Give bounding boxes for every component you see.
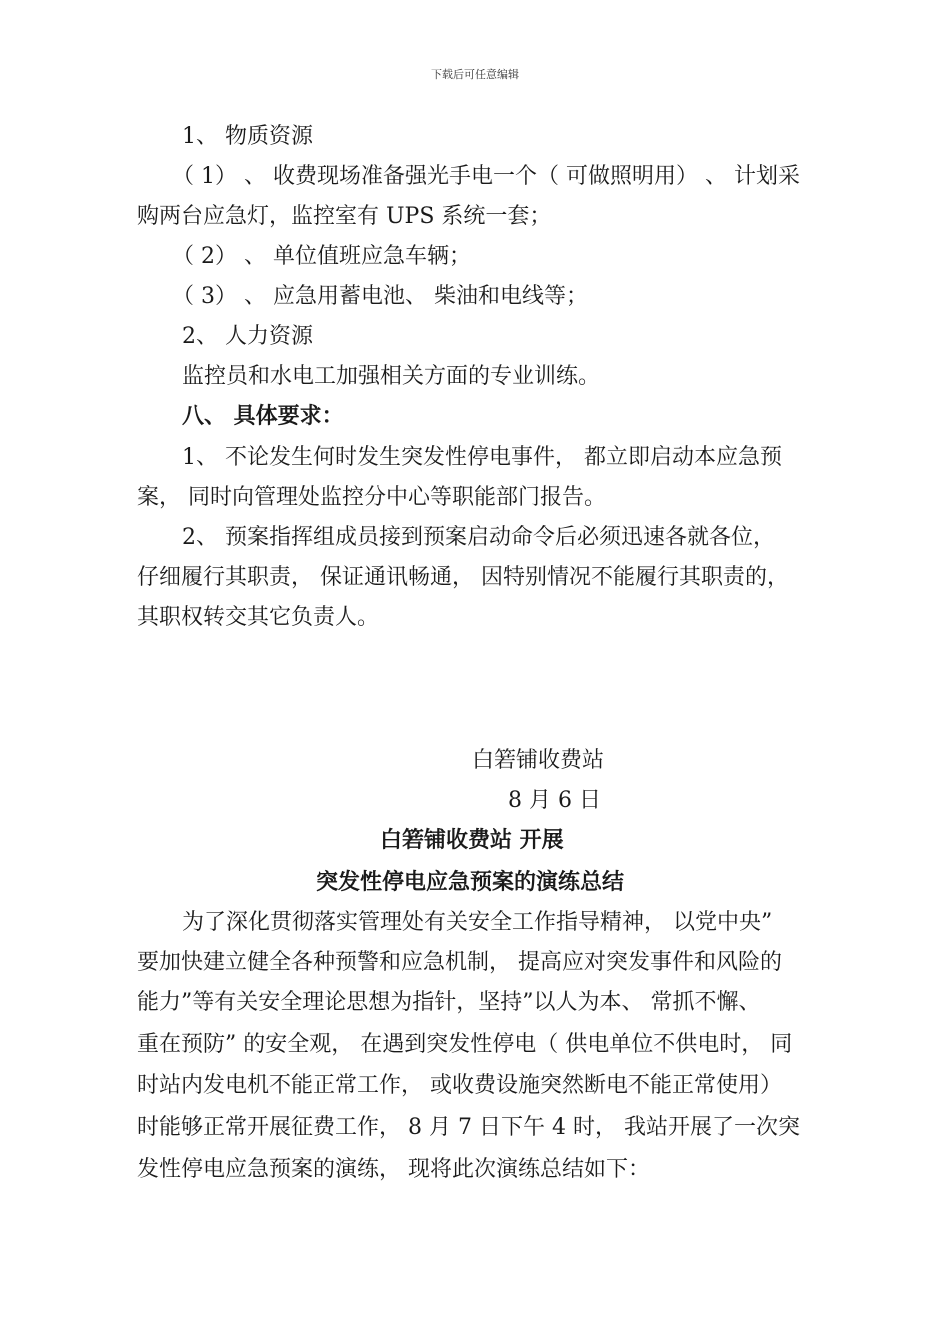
text-line: 1、 不论发生何时发生突发性停电事件， 都立即启动本应急预 — [182, 445, 782, 470]
text-line: 2、 人力资源 — [182, 324, 313, 349]
text-line: 监控员和水电工加强相关方面的专业训练。 — [182, 364, 601, 389]
summary-subtitle: 突发性停电应急预案的演练总结 — [316, 870, 625, 895]
text-line: （ 3） 、 应急用蓄电池、 柴油和电线等； — [172, 284, 588, 309]
summary-title: 白箬铺收费站 开展 — [380, 828, 564, 853]
text-line: 为了深化贯彻落实管理处有关安全工作指导精神， 以党中央” — [182, 910, 773, 935]
text-line: 1、 物质资源 — [182, 124, 313, 149]
text-line: （ 1） 、 收费现场准备强光手电一个（ 可做照明用） 、 计划采 — [172, 164, 800, 189]
text-line: 时能够正常开展征费工作， 8 月 7 日下午 4 时， 我站开展了一次突 — [137, 1115, 800, 1140]
text-line: 能力”等有关安全理论思想为指针，坚持”以人为本、 常抓不懈、 — [137, 990, 761, 1015]
text-line: 其职权转交其它负责人。 — [137, 605, 380, 630]
text-line: 2、 预案指挥组成员接到预案启动命令后必须迅速各就各位， — [182, 525, 775, 550]
page-header: 下载后可任意编辑 — [431, 68, 519, 81]
signature-date: 8 月 6 日 — [508, 788, 601, 813]
text-line: 要加快建立健全各种预警和应急机制， 提高应对突发事件和风险的 — [137, 950, 782, 975]
text-line: 发性停电应急预案的演练， 现将此次演练总结如下： — [137, 1157, 650, 1182]
text-line: 案， 同时向管理处监控分中心等职能部门报告。 — [137, 485, 606, 510]
signature-name: 白箬铺收费站 — [472, 748, 605, 773]
section-heading: 八、 具体要求： — [182, 404, 344, 429]
text-line: 重在预防” 的安全观， 在遇到突发性停电（ 供电单位不供电时， 同 — [137, 1032, 793, 1057]
text-line: 购两台应急灯，监控室有 UPS 系统一套； — [137, 204, 552, 229]
text-line: 仔细履行其职责， 保证通讯畅通， 因特别情况不能履行其职责的， — [137, 565, 789, 590]
text-line: （ 2） 、 单位值班应急车辆； — [172, 244, 471, 269]
text-line: 时站内发电机不能正常工作， 或收费设施突然断电不能正常使用） — [137, 1073, 782, 1098]
